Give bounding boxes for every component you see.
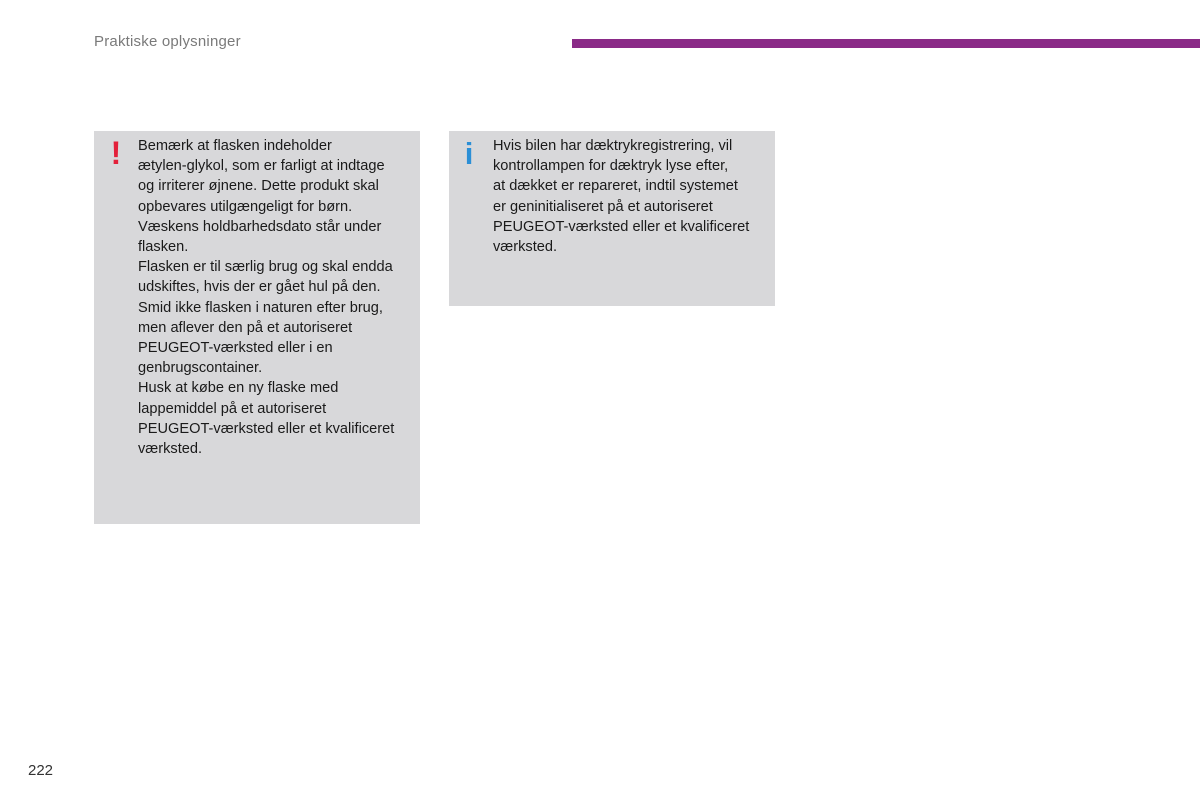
warning-text xyxy=(138,136,414,459)
info-paragraph: Hvis bilen har dæktrykregistrering, vil kontrollampen for dæktryk lyse efter, at dækket er repareret, indtil systemet er geninitialiseret på et autoriseret PEUGEOT-værksted eller et kvalificeret værksted. xyxy=(493,138,750,256)
page-number: 222 xyxy=(28,762,54,779)
section-title: Praktiske oplysninger xyxy=(94,33,241,50)
warning-paragraph: Husk at købe en ny flaske med lappemiddel på et autoriseret PEUGEOT-værksted eller et kvalificeret værksted. xyxy=(138,380,395,458)
warning-paragraph: Bemærk at flasken indeholder ætylen-glykol, som er farligt at indtage og irriterer øjnene. Dette produkt skal opbevares utilgængeligt for børn. Væskens holdbarhedsdato står under flasken. xyxy=(138,138,385,256)
warning-paragraph: Flasken er til særlig brug og skal endda udskiftes, hvis der er gået hul på den. xyxy=(138,259,393,296)
exclamation-icon: ! xyxy=(110,135,122,171)
info-icon: i xyxy=(464,136,474,171)
info-box xyxy=(449,131,775,306)
warning-box xyxy=(94,131,420,524)
header-accent-bar xyxy=(572,39,1200,48)
warning-paragraph: Smid ikke flasken i naturen efter brug, men aflever den på et autoriseret PEUGEOT-værksted eller i en genbrugscontainer. xyxy=(138,299,383,377)
info-text xyxy=(493,136,769,257)
